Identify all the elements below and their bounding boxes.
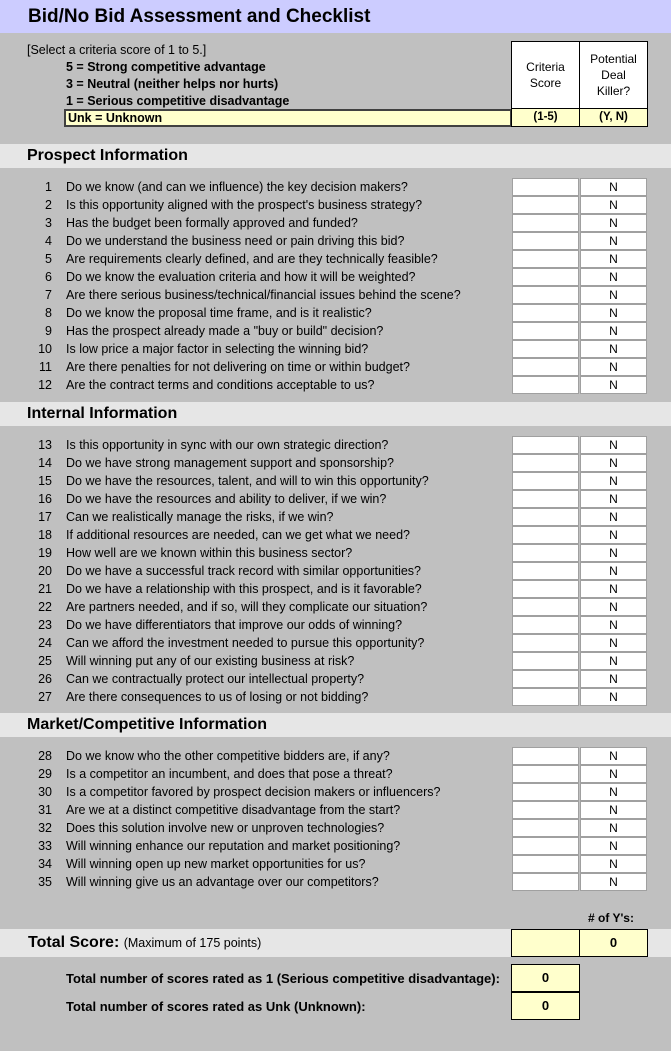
deal-killer-select[interactable]: N [580, 783, 647, 801]
criteria-score-input[interactable] [512, 855, 579, 873]
criteria-score-input[interactable] [512, 562, 579, 580]
criteria-score-input[interactable] [512, 634, 579, 652]
question-text: Will winning put any of our existing business at risk? [66, 654, 355, 668]
question-number: 4 [45, 234, 52, 248]
ones-count-label: Total number of scores rated as 1 (Serious competitive disadvantage): [66, 971, 500, 986]
total-score-value[interactable] [511, 929, 580, 957]
deal-killer-select[interactable]: N [580, 634, 647, 652]
deal-killer-select[interactable]: N [580, 304, 647, 322]
question-number: 6 [45, 270, 52, 284]
question-row [0, 358, 671, 376]
legend-instruction: [Select a criteria score of 1 to 5.] [27, 43, 207, 57]
question-number: 21 [38, 582, 52, 596]
deal-killer-select[interactable]: N [580, 544, 647, 562]
question-number: 26 [38, 672, 52, 686]
question-text: Are there penalties for not delivering on time or within budget? [66, 360, 410, 374]
question-row [0, 855, 671, 873]
question-number: 9 [45, 324, 52, 338]
criteria-score-input[interactable] [512, 783, 579, 801]
section-title: Prospect Information [27, 147, 188, 164]
criteria-score-input[interactable] [512, 490, 579, 508]
criteria-score-input[interactable] [512, 544, 579, 562]
question-row [0, 232, 671, 250]
question-text: Does this solution involve new or unproven technologies? [66, 821, 385, 835]
question-text: Are requirements clearly defined, and are they technically feasible? [66, 252, 438, 266]
question-row [0, 490, 671, 508]
deal-killer-select[interactable]: N [580, 196, 647, 214]
question-number: 23 [38, 618, 52, 632]
question-number: 24 [38, 636, 52, 650]
section-header [0, 144, 671, 168]
question-number: 25 [38, 654, 52, 668]
criteria-score-input[interactable] [512, 873, 579, 891]
question-row [0, 268, 671, 286]
deal-killer-select[interactable]: N [580, 178, 647, 196]
question-row [0, 526, 671, 544]
criteria-score-input[interactable] [512, 598, 579, 616]
deal-killer-select[interactable]: N [580, 358, 647, 376]
criteria-score-input[interactable] [512, 670, 579, 688]
question-number: 7 [45, 288, 52, 302]
question-text: Do we know the proposal time frame, and is it realistic? [66, 306, 372, 320]
criteria-score-input[interactable] [512, 322, 579, 340]
deal-killer-header: Potential Deal Killer? [579, 41, 648, 109]
question-number: 18 [38, 528, 52, 542]
question-row [0, 544, 671, 562]
section-header [0, 713, 671, 737]
question-row [0, 747, 671, 765]
question-text: Do we have the resources and ability to deliver, if we win? [66, 492, 387, 506]
question-number: 19 [38, 546, 52, 560]
question-number: 28 [38, 749, 52, 763]
question-row [0, 783, 671, 801]
deal-killer-select[interactable]: N [580, 340, 647, 358]
section-title: Market/Competitive Information [27, 716, 268, 733]
criteria-score-input[interactable] [512, 196, 579, 214]
criteria-score-input[interactable] [512, 340, 579, 358]
question-text: Is a competitor favored by prospect decision makers or influencers? [66, 785, 441, 799]
criteria-score-input[interactable] [512, 436, 579, 454]
criteria-score-input[interactable] [512, 688, 579, 706]
deal-killer-select[interactable]: N [580, 562, 647, 580]
criteria-score-input[interactable] [512, 580, 579, 598]
deal-killer-select[interactable]: N [580, 268, 647, 286]
question-row [0, 340, 671, 358]
ones-count-value[interactable]: 0 [511, 964, 580, 992]
question-row [0, 837, 671, 855]
question-text: Has the prospect already made a "buy or build" decision? [66, 324, 384, 338]
deal-killer-select[interactable]: N [580, 490, 647, 508]
criteria-score-input[interactable] [512, 819, 579, 837]
legend-score-5: 5 = Strong competitive advantage [66, 60, 266, 74]
question-number: 10 [38, 342, 52, 356]
deal-killer-select[interactable]: N [580, 819, 647, 837]
question-text: Do we know the evaluation criteria and how it will be weighted? [66, 270, 416, 284]
question-number: 12 [38, 378, 52, 392]
question-text: Are there serious business/technical/financial issues behind the scene? [66, 288, 461, 302]
question-row [0, 801, 671, 819]
criteria-score-input[interactable] [512, 526, 579, 544]
criteria-score-input[interactable] [512, 652, 579, 670]
deal-killer-range: (Y, N) [579, 108, 648, 127]
total-score-label: Total Score: (Maximum of 175 points) [28, 934, 262, 951]
question-row [0, 652, 671, 670]
question-text: If additional resources are needed, can we get what we need? [66, 528, 410, 542]
question-number: 13 [38, 438, 52, 452]
question-text: Will winning give us an advantage over our competitors? [66, 875, 379, 889]
question-row [0, 178, 671, 196]
question-row [0, 304, 671, 322]
question-row [0, 508, 671, 526]
question-text: Has the budget been formally approved and funded? [66, 216, 358, 230]
question-number: 33 [38, 839, 52, 853]
question-text: Do we have the resources, talent, and will to win this opportunity? [66, 474, 429, 488]
criteria-score-input[interactable] [512, 837, 579, 855]
question-number: 11 [39, 360, 52, 374]
question-row [0, 873, 671, 891]
question-row [0, 688, 671, 706]
question-row [0, 598, 671, 616]
question-number: 32 [38, 821, 52, 835]
deal-killer-select[interactable]: N [580, 765, 647, 783]
question-number: 31 [38, 803, 52, 817]
legend-score-1: 1 = Serious competitive disadvantage [66, 94, 290, 108]
question-number: 2 [45, 198, 52, 212]
question-text: Do we have a successful track record with similar opportunities? [66, 564, 422, 578]
question-row [0, 196, 671, 214]
total-score-note: (Maximum of 175 points) [123, 936, 262, 950]
deal-killer-select[interactable]: N [580, 286, 647, 304]
question-text: Will winning open up new market opportunities for us? [66, 857, 366, 871]
criteria-score-input[interactable] [512, 250, 579, 268]
question-row [0, 454, 671, 472]
criteria-score-input[interactable] [512, 358, 579, 376]
criteria-score-input[interactable] [512, 747, 579, 765]
legend-unknown: Unk = Unknown [64, 109, 512, 127]
deal-killer-select[interactable]: N [580, 652, 647, 670]
criteria-score-input[interactable] [512, 232, 579, 250]
question-text: How well are we known within this business sector? [66, 546, 353, 560]
title-bar [0, 0, 671, 33]
deal-killer-select[interactable]: N [580, 232, 647, 250]
question-row [0, 214, 671, 232]
criteria-score-input[interactable] [512, 376, 579, 394]
question-row [0, 634, 671, 652]
deal-killer-select[interactable]: N [580, 873, 647, 891]
question-number: 14 [38, 456, 52, 470]
question-text: Can we contractually protect our intellectual property? [66, 672, 365, 686]
question-row [0, 670, 671, 688]
question-number: 16 [38, 492, 52, 506]
question-text: Are we at a distinct competitive disadvantage from the start? [66, 803, 401, 817]
question-number: 1 [45, 180, 52, 194]
yes-count-label: # of Y's: [588, 911, 634, 925]
question-row [0, 322, 671, 340]
deal-killer-select[interactable]: N [580, 526, 647, 544]
criteria-score-input[interactable] [512, 801, 579, 819]
deal-killer-select[interactable]: N [580, 454, 647, 472]
question-text: Will winning enhance our reputation and market positioning? [66, 839, 401, 853]
question-number: 15 [38, 474, 52, 488]
question-text: Do we have strong management support and sponsorship? [66, 456, 394, 470]
deal-killer-select[interactable]: N [580, 616, 647, 634]
question-row [0, 765, 671, 783]
criteria-score-input[interactable] [512, 472, 579, 490]
criteria-score-input[interactable] [512, 286, 579, 304]
question-row [0, 436, 671, 454]
question-text: Are there consequences to us of losing or not bidding? [66, 690, 369, 704]
question-row [0, 580, 671, 598]
question-text: Is this opportunity in sync with our own strategic direction? [66, 438, 389, 452]
unk-count-label: Total number of scores rated as Unk (Unknown): [66, 999, 366, 1014]
question-number: 20 [38, 564, 52, 578]
page-title: Bid/No Bid Assessment and Checklist [28, 6, 371, 27]
deal-killer-select[interactable]: N [580, 855, 647, 873]
question-text: Do we have a relationship with this prospect, and is it favorable? [66, 582, 422, 596]
criteria-score-input[interactable] [512, 765, 579, 783]
deal-killer-select[interactable]: N [580, 747, 647, 765]
question-number: 3 [45, 216, 52, 230]
question-text: Do we understand the business need or pain driving this bid? [66, 234, 405, 248]
yes-count-value[interactable]: 0 [579, 929, 648, 957]
question-row [0, 472, 671, 490]
deal-killer-select[interactable]: N [580, 580, 647, 598]
deal-killer-select[interactable]: N [580, 214, 647, 232]
deal-killer-select[interactable]: N [580, 472, 647, 490]
question-text: Is a competitor an incumbent, and does that pose a threat? [66, 767, 393, 781]
deal-killer-select[interactable]: N [580, 837, 647, 855]
criteria-score-input[interactable] [512, 214, 579, 232]
deal-killer-select[interactable]: N [580, 322, 647, 340]
question-row [0, 616, 671, 634]
question-number: 22 [38, 600, 52, 614]
question-number: 34 [38, 857, 52, 871]
question-row [0, 562, 671, 580]
question-text: Can we afford the investment needed to pursue this opportunity? [66, 636, 425, 650]
deal-killer-select[interactable]: N [580, 376, 647, 394]
legend-score-3: 3 = Neutral (neither helps nor hurts) [66, 77, 279, 91]
criteria-score-input[interactable] [512, 178, 579, 196]
question-row [0, 819, 671, 837]
criteria-score-header: Criteria Score [511, 41, 580, 109]
section-header [0, 402, 671, 426]
question-text: Is this opportunity aligned with the prospect's business strategy? [66, 198, 423, 212]
section-title: Internal Information [27, 405, 178, 422]
deal-killer-select[interactable]: N [580, 508, 647, 526]
criteria-score-range: (1-5) [511, 108, 580, 127]
deal-killer-select[interactable]: N [580, 250, 647, 268]
question-number: 17 [38, 510, 52, 524]
question-number: 35 [38, 875, 52, 889]
unk-count-value[interactable]: 0 [511, 992, 580, 1020]
question-text: Are partners needed, and if so, will they complicate our situation? [66, 600, 428, 614]
question-text: Do we have differentiators that improve our odds of winning? [66, 618, 403, 632]
deal-killer-select[interactable]: N [580, 688, 647, 706]
criteria-score-input[interactable] [512, 304, 579, 322]
question-text: Do we know who the other competitive bidders are, if any? [66, 749, 390, 763]
question-row [0, 376, 671, 394]
question-number: 30 [38, 785, 52, 799]
question-text: Do we know (and can we influence) the key decision makers? [66, 180, 408, 194]
criteria-score-input[interactable] [512, 616, 579, 634]
question-number: 5 [45, 252, 52, 266]
question-row [0, 250, 671, 268]
question-text: Is low price a major factor in selecting the winning bid? [66, 342, 369, 356]
criteria-score-input[interactable] [512, 268, 579, 286]
question-number: 27 [38, 690, 52, 704]
question-text: Are the contract terms and conditions acceptable to us? [66, 378, 375, 392]
deal-killer-select[interactable]: N [580, 670, 647, 688]
criteria-score-input[interactable] [512, 508, 579, 526]
question-number: 29 [38, 767, 52, 781]
question-number: 8 [45, 306, 52, 320]
criteria-score-input[interactable] [512, 454, 579, 472]
question-text: Can we realistically manage the risks, if we win? [66, 510, 334, 524]
question-row [0, 286, 671, 304]
deal-killer-select[interactable]: N [580, 436, 647, 454]
deal-killer-select[interactable]: N [580, 801, 647, 819]
deal-killer-select[interactable]: N [580, 598, 647, 616]
